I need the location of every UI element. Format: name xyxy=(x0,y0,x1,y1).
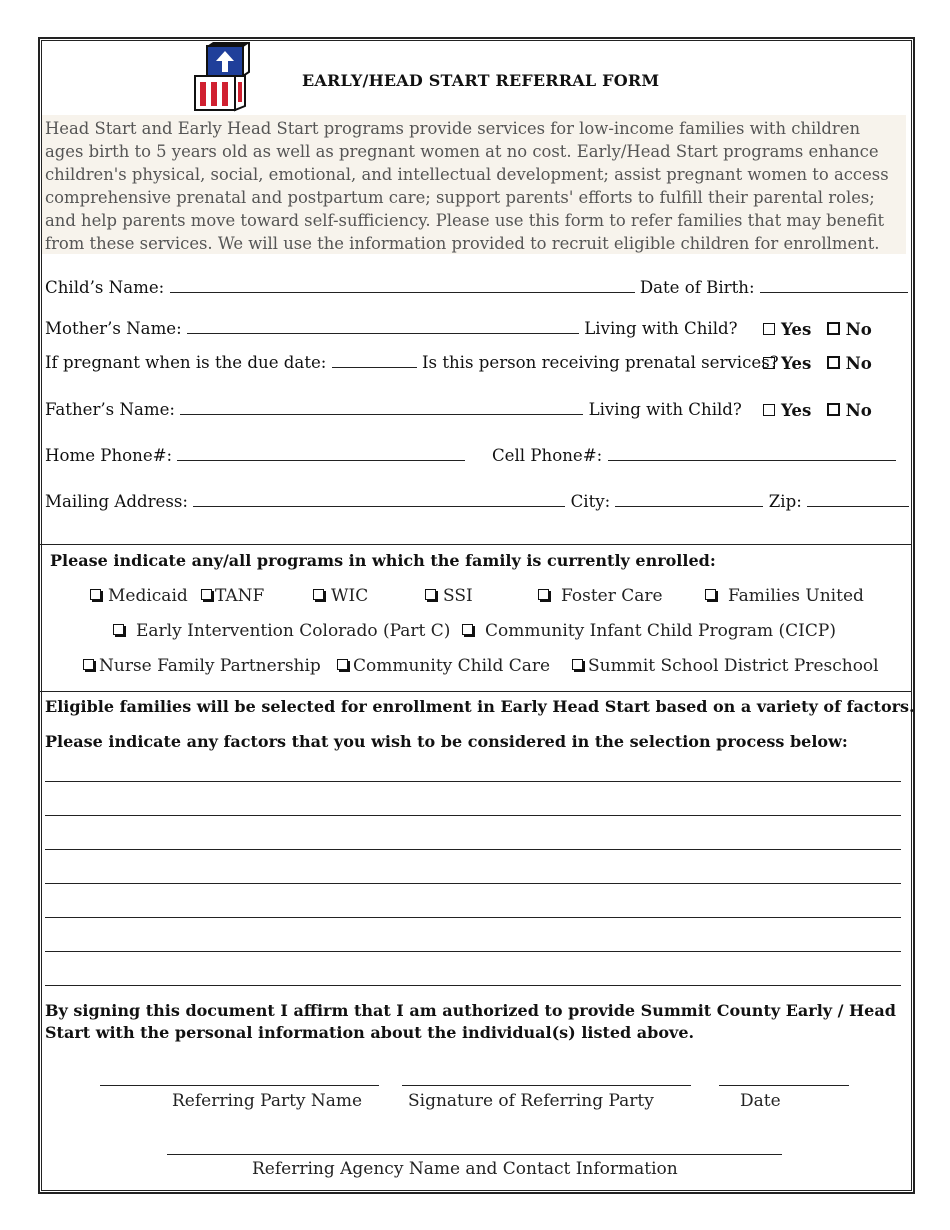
father-name-label: Father’s Name: xyxy=(45,400,176,419)
program-early-intervention[interactable] xyxy=(113,621,450,641)
mother-name-row xyxy=(45,319,738,338)
program-cicp[interactable] xyxy=(462,621,836,641)
program-tanf[interactable] xyxy=(201,586,264,606)
program-label: Summit School District Preschool xyxy=(588,656,879,676)
signature-label: Signature of Referring Party xyxy=(408,1091,654,1111)
program-label: SSI xyxy=(443,586,473,606)
program-foster-care[interactable] xyxy=(538,586,663,606)
yes-label: Yes xyxy=(781,319,812,339)
yes-label: Yes xyxy=(781,400,812,420)
intro-paragraph: Head Start and Early Head Start programs provide services for low-income families with children ages birth to 5 years old as well as pregnant women at no cost. Early/Head Start programs enhance children's physical, social, emotional, and intellectual development; assist pregnant women to access comprehensive prenatal and postpartum care; support parents' efforts to fulfill their parental roles; and help parents move toward self-sufficiency. Please use this form to refer families that may benefit from these services. We will use the information provided to recruit eligible children for enrollment. xyxy=(42,115,906,254)
program-label: Foster Care xyxy=(561,586,663,606)
yes-label: Yes xyxy=(781,353,812,373)
factors-line[interactable] xyxy=(45,985,901,986)
referring-party-name-label: Referring Party Name xyxy=(172,1091,363,1111)
program-label: Families United xyxy=(728,586,864,606)
prenatal-options xyxy=(763,353,872,373)
mother-no-checkbox[interactable] xyxy=(827,322,840,335)
address-row xyxy=(45,492,909,511)
program-label: WIC xyxy=(331,586,369,606)
agency-label: Referring Agency Name and Contact Information xyxy=(252,1159,678,1179)
mother-living-options xyxy=(763,319,872,339)
program-label: Community Infant Child Program (CICP) xyxy=(485,621,836,641)
checkbox-icon[interactable] xyxy=(83,659,94,670)
checkbox-icon[interactable] xyxy=(337,659,348,670)
signature-line[interactable] xyxy=(402,1085,691,1086)
factors-line[interactable] xyxy=(45,917,901,918)
program-families-united[interactable] xyxy=(705,586,864,606)
checkbox-icon[interactable] xyxy=(313,589,324,600)
program-ssi[interactable] xyxy=(425,586,473,606)
due-date-row xyxy=(45,353,779,372)
program-summit-preschool[interactable] xyxy=(572,656,879,676)
prenatal-no-checkbox[interactable] xyxy=(827,356,840,369)
cell-phone-input[interactable] xyxy=(608,447,896,461)
agency-line[interactable] xyxy=(167,1154,782,1155)
mother-name-input[interactable] xyxy=(187,320,579,334)
child-name-input[interactable] xyxy=(170,279,635,293)
prenatal-yes-checkbox[interactable] xyxy=(763,357,775,369)
program-label: TANF xyxy=(215,586,265,606)
mother-yes-checkbox[interactable] xyxy=(763,323,775,335)
mailing-address-label: Mailing Address: xyxy=(45,492,188,511)
program-label: Medicaid xyxy=(108,586,188,606)
cell-phone-label: Cell Phone#: xyxy=(491,446,603,465)
factors-line[interactable] xyxy=(45,951,901,952)
prenatal-label: Is this person receiving prenatal services? xyxy=(421,353,779,372)
due-date-label: If pregnant when is the due date: xyxy=(45,353,327,372)
selection-line-1: Eligible families will be selected for enrollment in Early Head Start based on a variety of factors. xyxy=(45,697,915,716)
program-community-child-care[interactable] xyxy=(337,656,550,676)
father-name-row xyxy=(45,400,742,419)
mailing-address-input[interactable] xyxy=(193,493,565,507)
child-name-row xyxy=(45,278,908,297)
checkbox-icon[interactable] xyxy=(538,589,549,600)
program-label: Nurse Family Partnership xyxy=(99,656,321,676)
affirmation-text: By signing this document I affirm that I am authorized to provide Summit County Early / Head Start with the personal information about the individual(s) listed above. xyxy=(45,1001,896,1042)
date-line[interactable] xyxy=(719,1085,849,1086)
program-wic[interactable] xyxy=(313,586,368,606)
child-name-label: Child’s Name: xyxy=(45,278,165,297)
no-label: No xyxy=(845,400,872,420)
home-phone-label: Home Phone#: xyxy=(45,446,173,465)
dob-label: Date of Birth: xyxy=(639,278,755,297)
programs-heading: Please indicate any/all programs in which the family is currently enrolled: xyxy=(50,551,716,570)
no-label: No xyxy=(845,319,872,339)
head-start-blocks-logo xyxy=(193,42,253,112)
factors-line[interactable] xyxy=(45,883,901,884)
referring-party-name-line[interactable] xyxy=(100,1085,379,1086)
program-label: Early Intervention Colorado (Part C) xyxy=(136,621,451,641)
father-no-checkbox[interactable] xyxy=(827,403,840,416)
father-name-input[interactable] xyxy=(180,401,583,415)
dob-input[interactable] xyxy=(760,279,908,293)
city-label: City: xyxy=(570,492,611,511)
mother-living-label: Living with Child? xyxy=(584,319,738,338)
father-living-options xyxy=(763,400,872,420)
due-date-input[interactable] xyxy=(332,354,417,368)
factors-line[interactable] xyxy=(45,815,901,816)
factors-line[interactable] xyxy=(45,849,901,850)
selection-line-2: Please indicate any factors that you wish to be considered in the selection process below: xyxy=(45,732,848,751)
father-yes-checkbox[interactable] xyxy=(763,404,775,416)
checkbox-icon[interactable] xyxy=(705,589,716,600)
checkbox-icon[interactable] xyxy=(90,589,101,600)
mother-name-label: Mother’s Name: xyxy=(45,319,182,338)
program-nurse-family[interactable] xyxy=(83,656,321,676)
zip-label: Zip: xyxy=(768,492,802,511)
date-label: Date xyxy=(740,1091,781,1111)
checkbox-icon[interactable] xyxy=(462,624,473,635)
no-label: No xyxy=(845,353,872,373)
city-input[interactable] xyxy=(615,493,763,507)
phone-row xyxy=(45,446,896,465)
checkbox-icon[interactable] xyxy=(572,659,583,670)
program-medicaid[interactable] xyxy=(90,586,188,606)
zip-input[interactable] xyxy=(807,493,909,507)
checkbox-icon[interactable] xyxy=(201,589,212,600)
form-title: EARLY/HEAD START REFERRAL FORM xyxy=(302,71,660,90)
program-label: Community Child Care xyxy=(353,656,551,676)
factors-line[interactable] xyxy=(45,781,901,782)
home-phone-input[interactable] xyxy=(177,447,465,461)
father-living-label: Living with Child? xyxy=(588,400,742,419)
checkbox-icon[interactable] xyxy=(425,589,436,600)
checkbox-icon[interactable] xyxy=(113,624,124,635)
